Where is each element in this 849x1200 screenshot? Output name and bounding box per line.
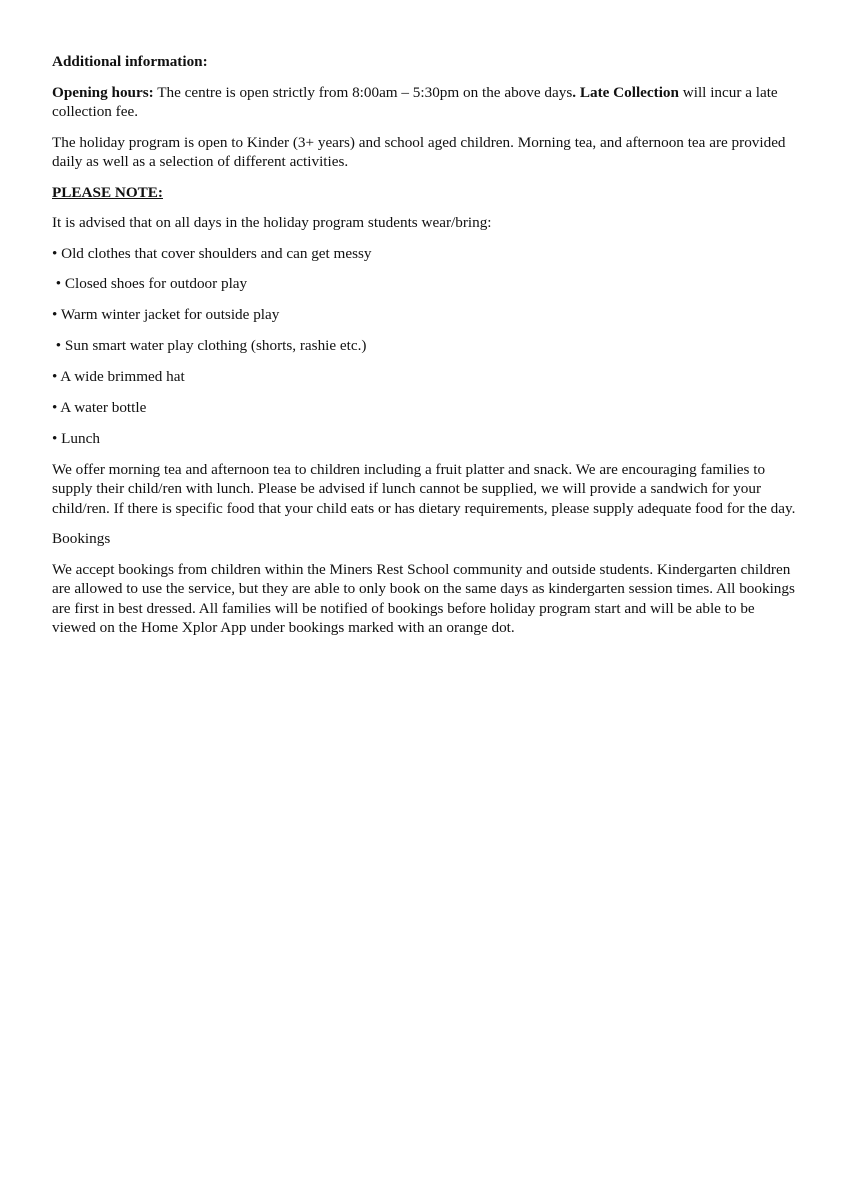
list-item: • Closed shoes for outdoor play: [52, 275, 248, 293]
list-item: • A water bottle: [52, 398, 147, 416]
document-page: [52, 52, 797, 649]
opening-hours-label: Opening hours:: [52, 83, 154, 101]
bookings-heading: Bookings: [52, 530, 111, 548]
program-paragraph: The holiday program is open to Kinder (3+ years) and school aged children. Morning tea, and afternoon tea are provided daily as well as a selection of different activities.: [52, 133, 786, 170]
list-item: • A wide brimmed hat: [52, 368, 185, 386]
please-note-heading: PLEASE NOTE:: [52, 183, 163, 201]
list-item: • Sun smart water play clothing (shorts, rashie etc.): [52, 337, 367, 355]
opening-hours-text: The centre is open strictly from 8:00am – 5:30pm on the above days: [153, 83, 573, 101]
advice-intro: It is advised that on all days in the holiday program students wear/bring:: [52, 214, 492, 231]
list-item: • Lunch: [52, 429, 100, 447]
opening-hours-paragraph: [52, 83, 797, 122]
late-collection-label: . Late Collection: [572, 83, 679, 101]
bring-list: [52, 244, 797, 449]
food-paragraph: We offer morning tea and afternoon tea to children including a fruit platter and snack. We are encouraging families to supply their child/ren with lunch. Please be advised if lunch cannot be supplied, we will provide a sandwich for your child/ren. If there is specific food that your child eats or has dietary requirements, please supply adequate food for the day.: [52, 460, 796, 517]
late-collection-text: will incur a late collection fee.: [52, 83, 778, 120]
list-item: • Old clothes that cover shoulders and can get messy: [52, 244, 372, 262]
additional-information-heading: Additional information:: [52, 53, 208, 70]
bookings-paragraph: We accept bookings from children within the Miners Rest School community and outside students. Kindergarten children are allowed to use the service, but they are able to only book on the same days as kindergarten session times. All bookings are first in best dressed. All families will be notified of bookings before holiday program start and will be able to be viewed on the Home Xplor App under bookings marked with an orange dot.: [52, 560, 795, 637]
list-item: • Warm winter jacket for outside play: [52, 306, 280, 324]
